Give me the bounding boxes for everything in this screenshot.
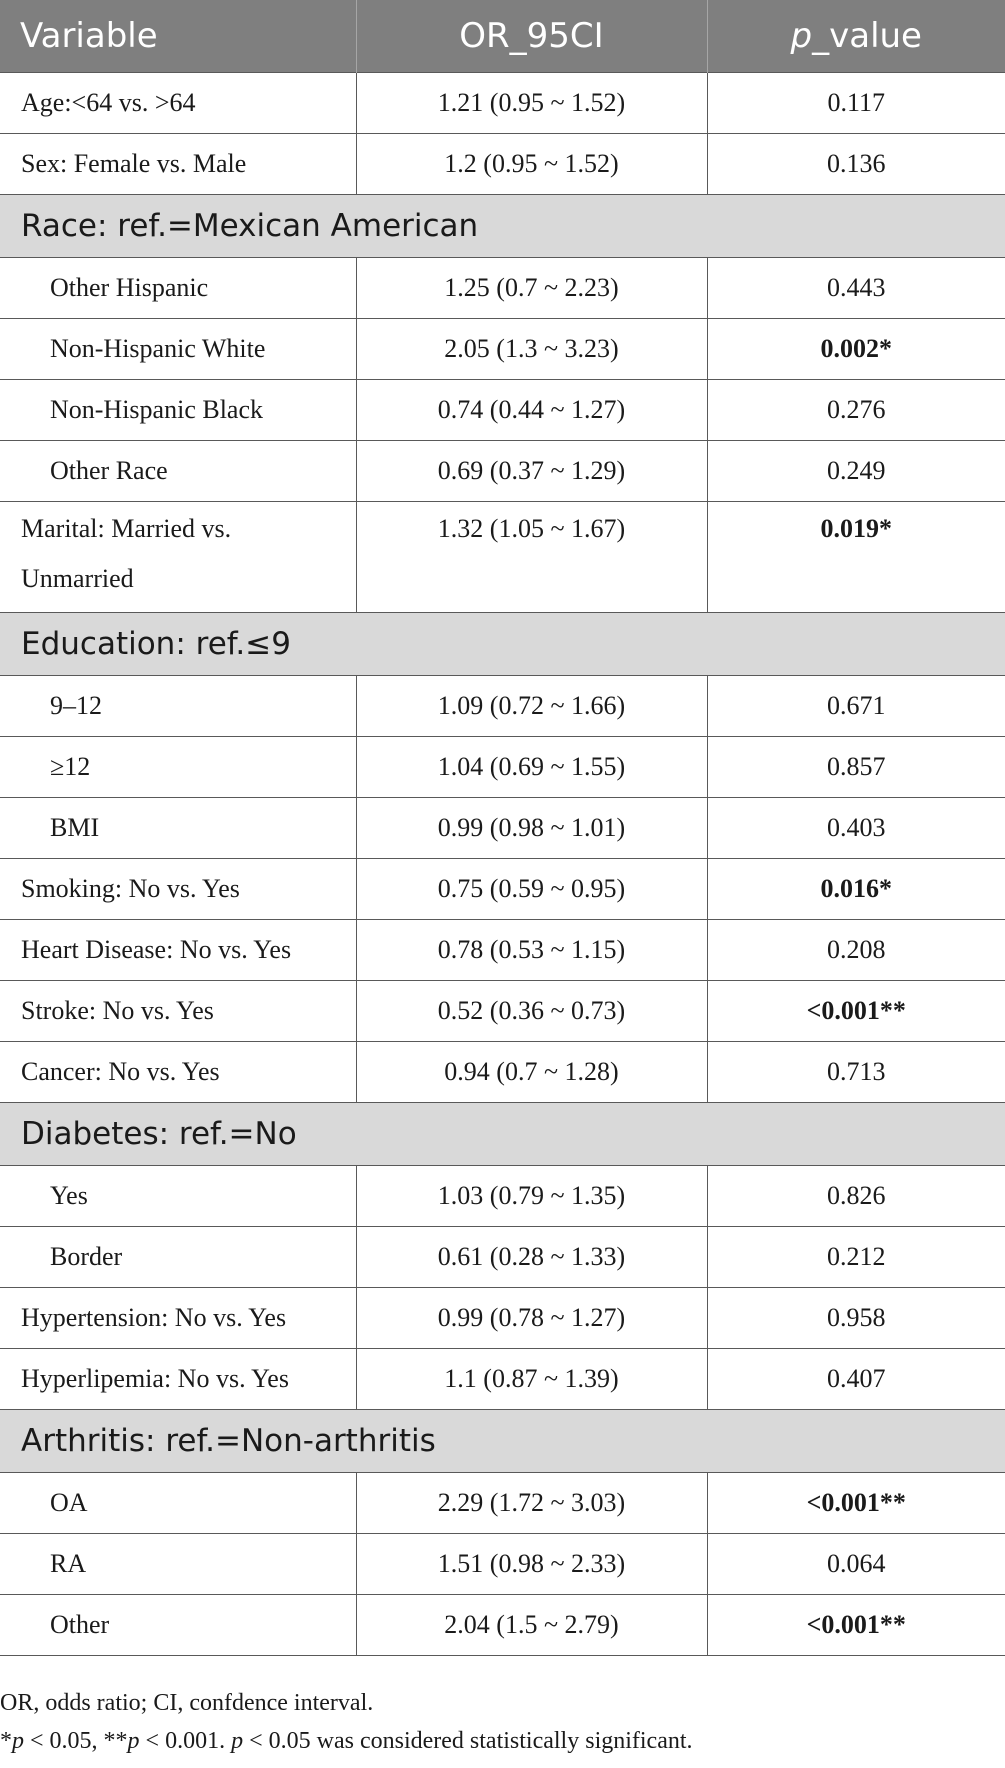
table-row — [0, 1349, 1005, 1410]
variable-cell: Non-Hispanic Black — [0, 380, 356, 441]
section-label: Education: ref.≤9 — [0, 613, 1005, 676]
section-header-row — [0, 1103, 1005, 1166]
p-value-cell: 0.403 — [707, 798, 1005, 859]
p-value-cell: 0.208 — [707, 920, 1005, 981]
table-row — [0, 1595, 1005, 1656]
or-95ci-cell: 0.69 (0.37 ~ 1.29) — [356, 441, 707, 502]
table-header-row — [0, 0, 1005, 73]
table-row — [0, 441, 1005, 502]
or-95ci-cell: 0.99 (0.78 ~ 1.27) — [356, 1288, 707, 1349]
header-p-rest: _value — [812, 16, 922, 56]
section-label: Arthritis: ref.=Non-arthritis — [0, 1410, 1005, 1473]
table-row — [0, 1534, 1005, 1595]
variable-cell: Hypertension: No vs. Yes — [0, 1288, 356, 1349]
table-row — [0, 737, 1005, 798]
variable-cell: OA — [0, 1473, 356, 1534]
variable-cell: Other Hispanic — [0, 258, 356, 319]
p-value-cell: 0.136 — [707, 134, 1005, 195]
section-header-row — [0, 613, 1005, 676]
or-95ci-cell: 0.61 (0.28 ~ 1.33) — [356, 1227, 707, 1288]
variable-cell: Smoking: No vs. Yes — [0, 859, 356, 920]
table-row — [0, 319, 1005, 380]
section-label: Diabetes: ref.=No — [0, 1103, 1005, 1166]
p-value-cell: 0.958 — [707, 1288, 1005, 1349]
table-row — [0, 676, 1005, 737]
section-header-row — [0, 195, 1005, 258]
p-value-cell: 0.002* — [707, 319, 1005, 380]
section-label: Race: ref.=Mexican American — [0, 195, 1005, 258]
p-value-cell: 0.249 — [707, 441, 1005, 502]
footnote-p2: p — [127, 1728, 140, 1754]
p-value-cell: 0.016* — [707, 859, 1005, 920]
variable-cell: Border — [0, 1227, 356, 1288]
or-95ci-cell: 1.03 (0.79 ~ 1.35) — [356, 1166, 707, 1227]
table-row — [0, 73, 1005, 134]
table-row — [0, 1042, 1005, 1103]
variable-cell: Hyperlipemia: No vs. Yes — [0, 1349, 356, 1410]
footnote-significance — [0, 1728, 1005, 1755]
table-row — [0, 920, 1005, 981]
table-row — [0, 502, 1005, 613]
or-95ci-cell: 1.32 (1.05 ~ 1.67) — [356, 502, 707, 613]
footnote-p3: p — [231, 1728, 244, 1754]
or-95ci-cell: 0.74 (0.44 ~ 1.27) — [356, 380, 707, 441]
or-95ci-cell: 0.94 (0.7 ~ 1.28) — [356, 1042, 707, 1103]
or-95ci-cell: 1.09 (0.72 ~ 1.66) — [356, 676, 707, 737]
or-95ci-cell: 2.29 (1.72 ~ 3.03) — [356, 1473, 707, 1534]
or-95ci-cell: 1.21 (0.95 ~ 1.52) — [356, 73, 707, 134]
header-p-value — [707, 0, 1005, 73]
p-value-cell: 0.826 — [707, 1166, 1005, 1227]
p-value-cell: 0.117 — [707, 73, 1005, 134]
or-95ci-cell: 1.51 (0.98 ~ 2.33) — [356, 1534, 707, 1595]
variable-cell: Non-Hispanic White — [0, 319, 356, 380]
p-value-cell: 0.064 — [707, 1534, 1005, 1595]
table-row — [0, 1473, 1005, 1534]
variable-cell — [0, 502, 356, 613]
table-row — [0, 134, 1005, 195]
header-or-95ci: OR_95CI — [356, 0, 707, 73]
footnote-part-c: < 0.001. — [139, 1728, 232, 1754]
header-variable: Variable — [0, 0, 356, 73]
section-header-row — [0, 1410, 1005, 1473]
or-95ci-cell: 1.1 (0.87 ~ 1.39) — [356, 1349, 707, 1410]
variable-cell: Stroke: No vs. Yes — [0, 981, 356, 1042]
or-95ci-cell: 0.75 (0.59 ~ 0.95) — [356, 859, 707, 920]
variable-cell: 9–12 — [0, 676, 356, 737]
variable-cell: Cancer: No vs. Yes — [0, 1042, 356, 1103]
p-value-cell: 0.212 — [707, 1227, 1005, 1288]
p-value-cell: 0.407 — [707, 1349, 1005, 1410]
or-95ci-cell: 2.04 (1.5 ~ 2.79) — [356, 1595, 707, 1656]
footnote-abbreviations: OR, odds ratio; CI, confdence interval. — [0, 1690, 374, 1716]
table-row — [0, 258, 1005, 319]
variable-cell: Sex: Female vs. Male — [0, 134, 356, 195]
or-95ci-cell: 0.78 (0.53 ~ 1.15) — [356, 920, 707, 981]
table-row — [0, 1227, 1005, 1288]
variable-cell: Other — [0, 1595, 356, 1656]
variable-cell: Other Race — [0, 441, 356, 502]
variable-cell: Yes — [0, 1166, 356, 1227]
variable-cell: BMI — [0, 798, 356, 859]
or-95ci-cell: 2.05 (1.3 ~ 3.23) — [356, 319, 707, 380]
p-value-cell: 0.713 — [707, 1042, 1005, 1103]
p-value-cell: 0.443 — [707, 258, 1005, 319]
table-row — [0, 380, 1005, 441]
or-95ci-cell: 0.99 (0.98 ~ 1.01) — [356, 798, 707, 859]
p-value-cell: <0.001** — [707, 1473, 1005, 1534]
table-row — [0, 981, 1005, 1042]
p-value-cell: 0.276 — [707, 380, 1005, 441]
p-value-cell: 0.671 — [707, 676, 1005, 737]
variable-cell: RA — [0, 1534, 356, 1595]
p-value-cell: <0.001** — [707, 981, 1005, 1042]
p-value-cell: 0.019* — [707, 502, 1005, 613]
footnote-part-d: < 0.05 was considered statistically significant. — [243, 1728, 693, 1754]
or-95ci-cell: 1.04 (0.69 ~ 1.55) — [356, 737, 707, 798]
or-95ci-cell: 0.52 (0.36 ~ 0.73) — [356, 981, 707, 1042]
table-body — [0, 73, 1005, 1656]
p-value-cell: <0.001** — [707, 1595, 1005, 1656]
table-row — [0, 859, 1005, 920]
p-value-cell: 0.857 — [707, 737, 1005, 798]
variable-line-1: Marital: Married vs. — [21, 514, 232, 543]
footnote-star: * — [0, 1728, 12, 1754]
table-row — [0, 1288, 1005, 1349]
variable-line-2: Unmarried — [21, 564, 134, 593]
header-p-italic: p — [790, 16, 813, 56]
or-95ci-cell: 1.2 (0.95 ~ 1.52) — [356, 134, 707, 195]
variable-cell: Heart Disease: No vs. Yes — [0, 920, 356, 981]
or-95ci-cell: 1.25 (0.7 ~ 2.23) — [356, 258, 707, 319]
table-row — [0, 1166, 1005, 1227]
footnote-part-b: < 0.05, ** — [24, 1728, 128, 1754]
footnote-p1: p — [12, 1728, 24, 1754]
variable-cell: ≥12 — [0, 737, 356, 798]
table-row — [0, 798, 1005, 859]
variable-cell: Age:<64 vs. >64 — [0, 73, 356, 134]
